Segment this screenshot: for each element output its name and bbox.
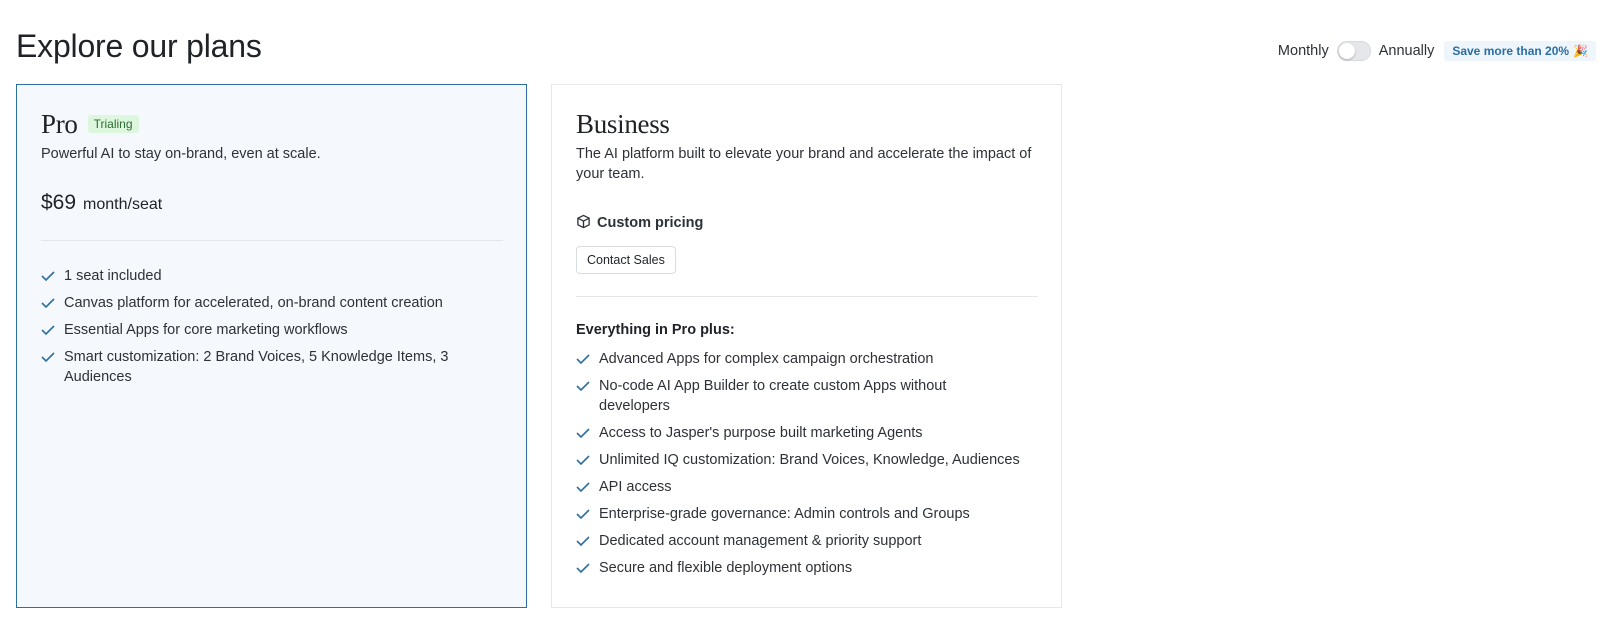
feature-text: Unlimited IQ customization: Brand Voices, Knowledge, Audiences bbox=[599, 452, 1020, 468]
check-icon bbox=[576, 504, 590, 524]
feature-item bbox=[576, 558, 1037, 578]
custom-pricing bbox=[576, 213, 1037, 233]
feature-text: Secure and flexible deployment options bbox=[599, 560, 853, 576]
everything-in-pro-label: Everything in Pro plus: bbox=[576, 322, 735, 338]
box-icon bbox=[576, 214, 591, 233]
plan-description: Powerful AI to stay on-brand, even at scale. bbox=[41, 146, 321, 162]
check-icon bbox=[576, 531, 590, 551]
save-badge bbox=[1444, 41, 1596, 61]
feature-item bbox=[41, 293, 502, 313]
feature-list bbox=[41, 266, 502, 387]
feature-text: Smart customization: 2 Brand Voices, 5 Knowledge Items, 3 Audiences bbox=[64, 349, 449, 385]
annually-label[interactable]: Annually bbox=[1378, 43, 1435, 59]
feature-text: API access bbox=[599, 479, 672, 495]
feature-item bbox=[576, 349, 1037, 369]
price-amount: $69 bbox=[41, 191, 77, 214]
check-icon bbox=[576, 423, 590, 443]
price-unit: month/seat bbox=[83, 196, 163, 213]
plan-name: Business bbox=[576, 108, 670, 139]
billing-period-switch[interactable] bbox=[1337, 41, 1371, 61]
feature-text: Advanced Apps for complex campaign orchestration bbox=[599, 351, 934, 367]
check-icon bbox=[41, 320, 55, 340]
feature-text: Access to Jasper's purpose built marketing Agents bbox=[599, 425, 923, 441]
divider bbox=[576, 296, 1038, 297]
custom-pricing-label: Custom pricing bbox=[597, 215, 704, 231]
check-icon bbox=[576, 477, 590, 497]
plan-price bbox=[41, 191, 502, 215]
feature-item bbox=[576, 423, 1037, 443]
switch-knob bbox=[1339, 43, 1355, 59]
feature-text: 1 seat included bbox=[64, 268, 162, 284]
feature-text: Canvas platform for accelerated, on-brand content creation bbox=[64, 295, 443, 311]
contact-sales-button[interactable]: Contact Sales bbox=[576, 246, 676, 274]
feature-item bbox=[41, 266, 502, 286]
feature-text: Essential Apps for core marketing workflows bbox=[64, 322, 348, 338]
feature-item bbox=[576, 477, 1037, 497]
check-icon bbox=[576, 558, 590, 578]
check-icon bbox=[41, 293, 55, 313]
feature-item bbox=[576, 504, 1037, 524]
pro-plan-card[interactable] bbox=[16, 84, 527, 608]
feature-text: Dedicated account management & priority support bbox=[599, 533, 922, 549]
page-title: Explore our plans bbox=[16, 28, 262, 64]
check-icon bbox=[41, 266, 55, 286]
feature-item bbox=[576, 531, 1037, 551]
party-popper-icon: 🎉 bbox=[1573, 44, 1588, 58]
feature-item bbox=[41, 320, 502, 340]
feature-text: Enterprise-grade governance: Admin controls and Groups bbox=[599, 506, 970, 522]
check-icon bbox=[41, 347, 55, 367]
feature-text: No-code AI App Builder to create custom Apps without developers bbox=[599, 378, 947, 414]
feature-item bbox=[576, 376, 1037, 416]
check-icon bbox=[576, 349, 590, 369]
monthly-label[interactable]: Monthly bbox=[1277, 43, 1329, 59]
billing-toggle bbox=[1278, 40, 1596, 62]
feature-item bbox=[41, 347, 502, 387]
check-icon bbox=[576, 376, 590, 396]
plan-name: Pro bbox=[41, 108, 78, 139]
feature-item bbox=[576, 450, 1037, 470]
plan-header bbox=[41, 109, 502, 139]
trialing-badge: Trialing bbox=[88, 115, 139, 133]
feature-list bbox=[576, 349, 1037, 578]
divider bbox=[41, 240, 503, 241]
save-badge-label: Save more than 20% bbox=[1452, 44, 1570, 58]
check-icon bbox=[576, 450, 590, 470]
plan-header bbox=[576, 109, 1037, 139]
business-plan-card[interactable] bbox=[551, 84, 1062, 608]
plan-description: The AI platform built to elevate your brand and accelerate the impact of your team. bbox=[576, 146, 1032, 182]
